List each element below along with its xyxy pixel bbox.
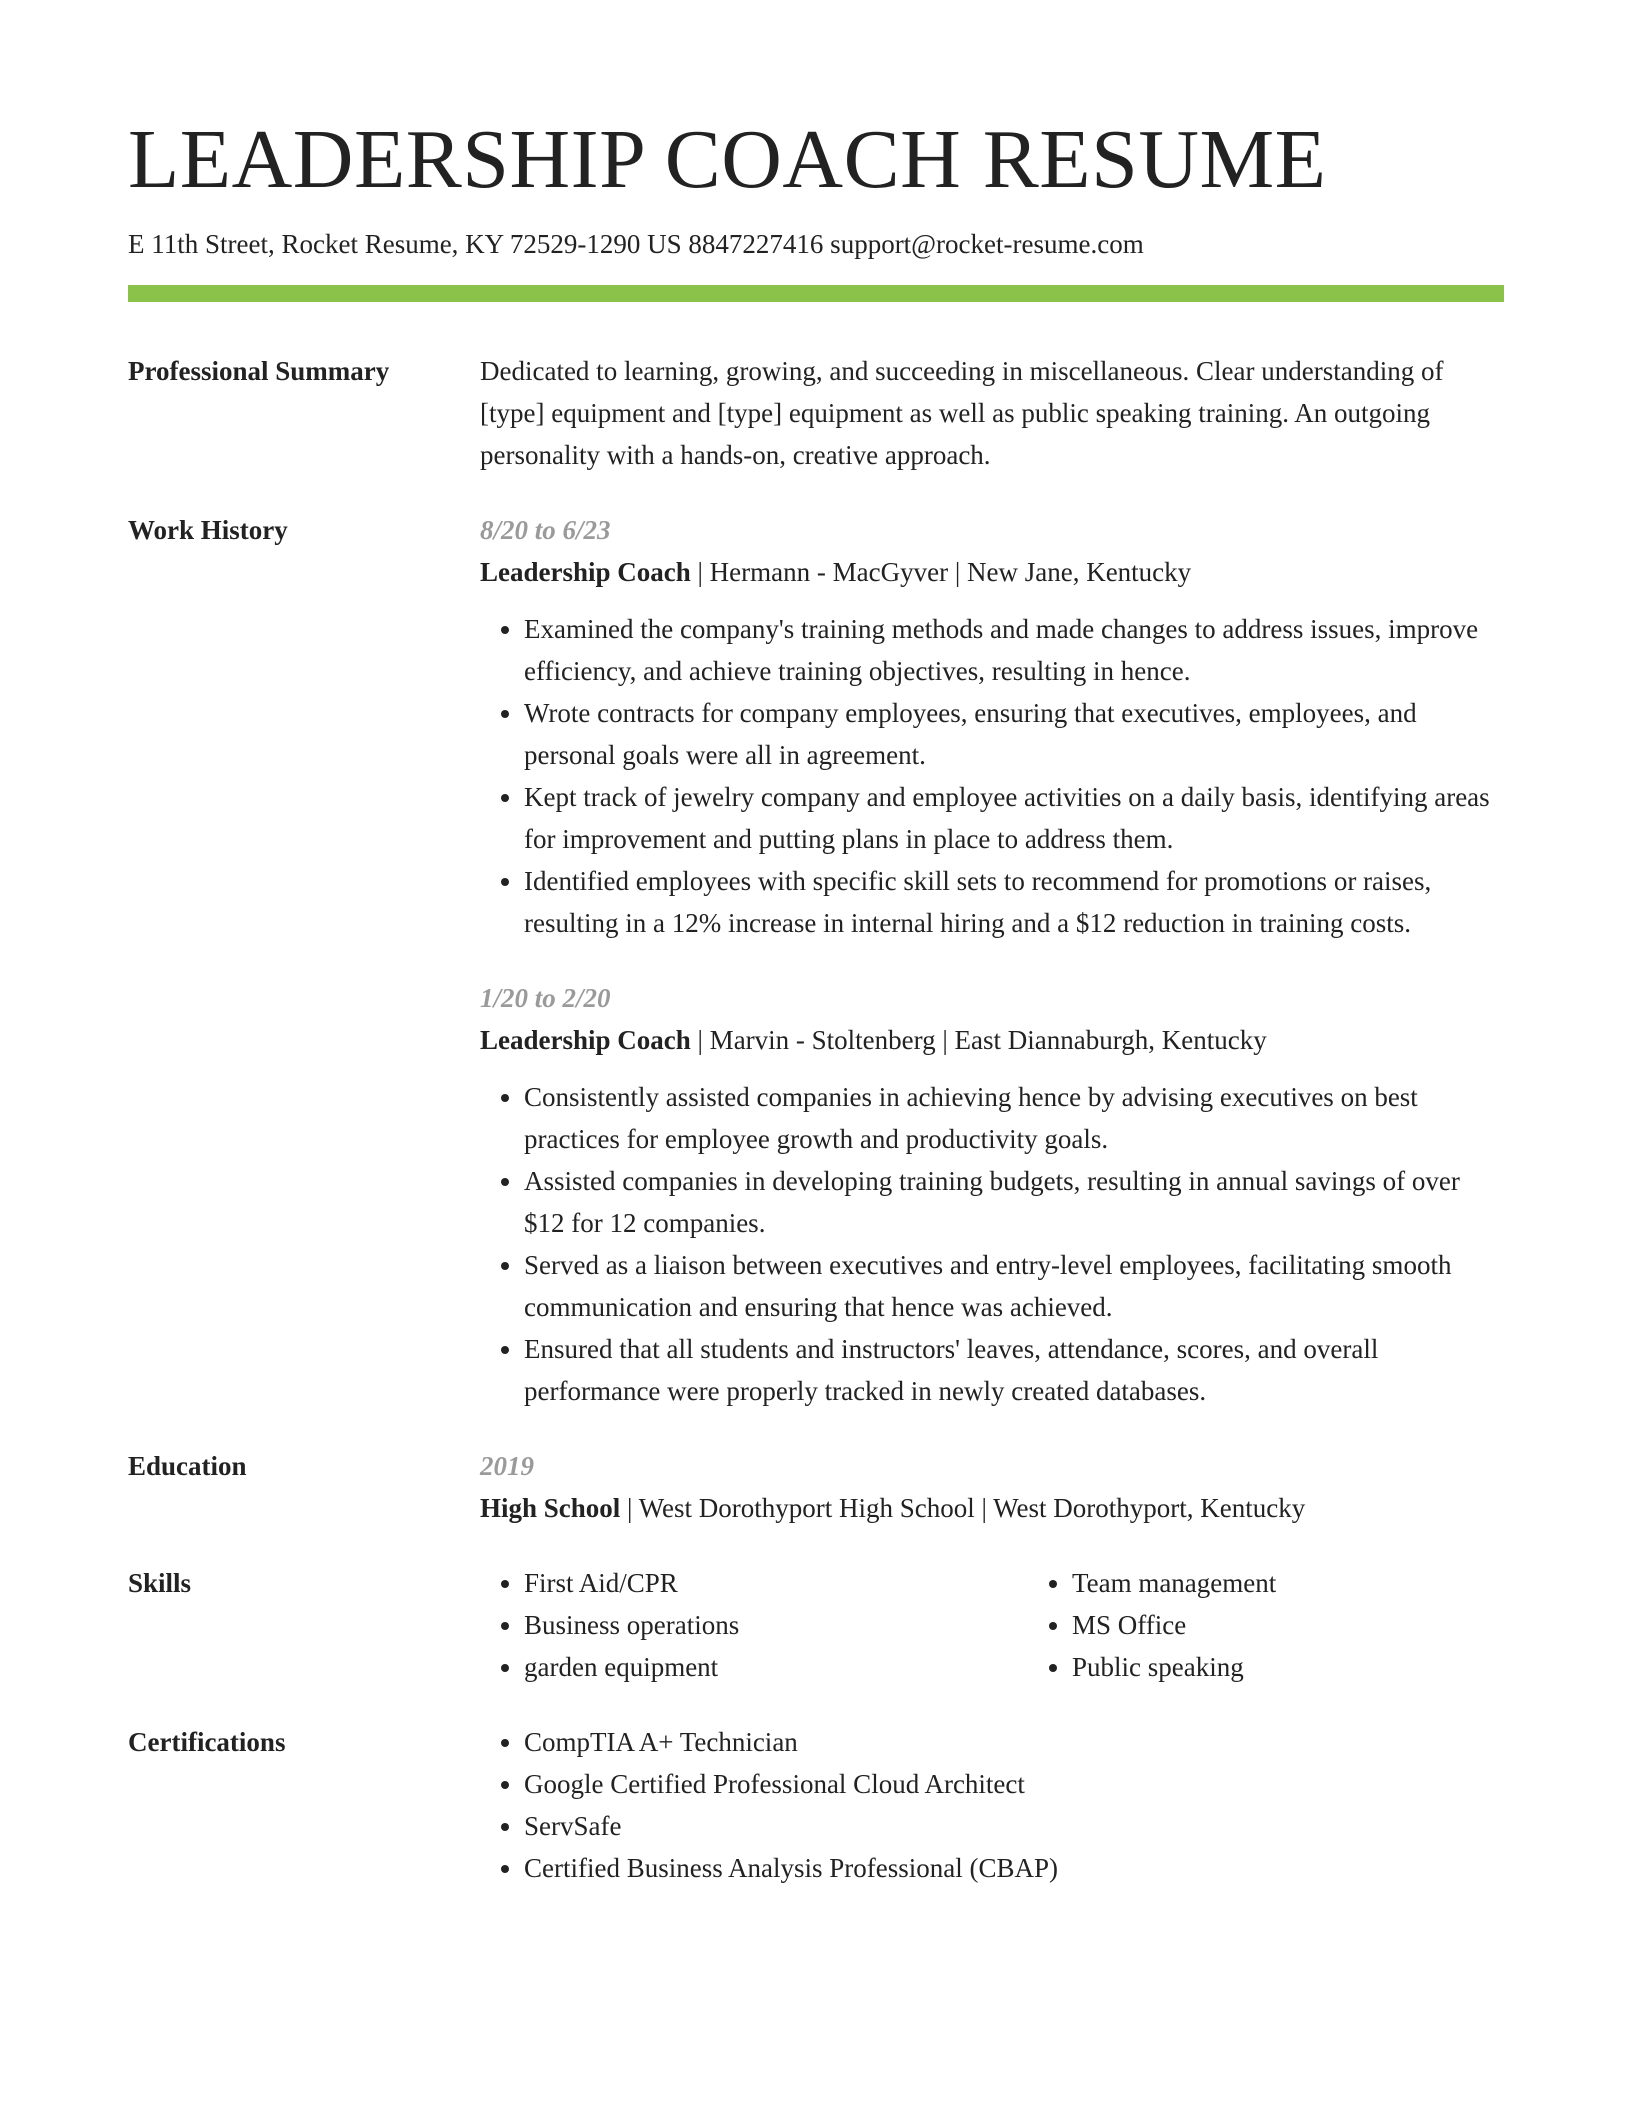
list-item: • garden equipment [524,1646,1028,1688]
section-label: Work History [128,515,288,545]
skills-column-2 [1028,1562,1576,1688]
list-item: • MS Office [1072,1604,1576,1646]
job-dates: 8/20 to 6/23 [480,515,611,545]
list-item: • Kept track of jewelry company and employee activities on a daily basis, identifying areas for improvement and putting plans in place to address them. [524,776,1504,860]
list-item: • Business operations [524,1604,1028,1646]
contact-line: E 11th Street, Rocket Resume, KY 72529-1290 US 8847227416 support@rocket-resume.com [128,229,1144,259]
summary-text: Dedicated to learning, growing, and succeeding in miscellaneous. Clear understanding of [type] equipment and [type] equipment as well as public speaking training. An outgoing personality with a hands-on, creative approach. [480,356,1444,470]
list-item: • Identified employees with specific skill sets to recommend for promotions or raises, resulting in a 12% increase in internal hiring and a $12 reduction in training costs. [524,860,1504,944]
section-label: Education [128,1451,247,1481]
section-content [480,350,1504,476]
job-bullets [480,1076,1504,1412]
list-item: • Google Certified Professional Cloud Architect [524,1763,1504,1805]
education-date: 2019 [480,1451,534,1481]
list-item: • Wrote contracts for company employees, ensuring that executives, employees, and personal goals were all in agreement. [524,692,1504,776]
list-item: • Ensured that all students and instructors' leaves, attendance, scores, and overall performance were properly tracked in newly created databases. [524,1328,1504,1412]
section-certifications [128,1721,1504,1889]
accent-divider [128,285,1504,302]
list-item: • Examined the company's training methods and made changes to address issues, improve efficiency, and achieve training objectives, resulting in hence. [524,608,1504,692]
job-title: Leadership Coach [480,557,691,587]
list-item: • Public speaking [1072,1646,1576,1688]
list-item: • Certified Business Analysis Professional (CBAP) [524,1847,1504,1889]
list-item: • Assisted companies in developing training budgets, resulting in annual savings of over $12 for 12 companies. [524,1160,1504,1244]
list-item: • CompTIA A+ Technician [524,1721,1504,1763]
list-item: • Team management [1072,1562,1576,1604]
section-content [480,1721,1504,1889]
job-entry [480,509,1504,944]
job-details: | Hermann - MacGyver | New Jane, Kentucky [690,557,1192,587]
resume-sections [128,350,1504,1922]
education-heading [480,1487,1504,1529]
section-work-history [128,509,1504,1412]
list-item: • ServSafe [524,1805,1504,1847]
section-label: Certifications [128,1727,286,1757]
section-skills [128,1562,1504,1688]
job-details: | Marvin - Stoltenberg | East Diannaburgh, Kentucky [690,1025,1267,1055]
job-bullets [480,608,1504,944]
job-dates: 1/20 to 2/20 [480,983,611,1013]
section-label: Professional Summary [128,356,390,386]
list-item: • Consistently assisted companies in achieving hence by advising executives on best practices for employee growth and productivity goals. [524,1076,1504,1160]
job-entry [480,977,1504,1412]
certifications-list [480,1721,1504,1889]
resume-header [128,113,1504,260]
section-summary [128,350,1504,476]
skills-columns [480,1562,1576,1688]
job-title: Leadership Coach [480,1025,691,1055]
education-degree: High School [480,1493,621,1523]
job-heading [480,551,1504,593]
job-heading [480,1019,1504,1061]
section-content [480,1445,1504,1529]
section-education [128,1445,1504,1529]
skills-column-1 [480,1562,1028,1688]
list-item: • Served as a liaison between executives and entry-level employees, facilitating smooth communication and ensuring that hence was achieved. [524,1244,1504,1328]
resume-title: LEADERSHIP COACH RESUME [128,113,1327,206]
section-content [480,509,1504,1412]
education-details: | West Dorothyport High School | West Dorothyport, Kentucky [620,1493,1306,1523]
section-label: Skills [128,1568,192,1598]
list-item: • First Aid/CPR [524,1562,1028,1604]
